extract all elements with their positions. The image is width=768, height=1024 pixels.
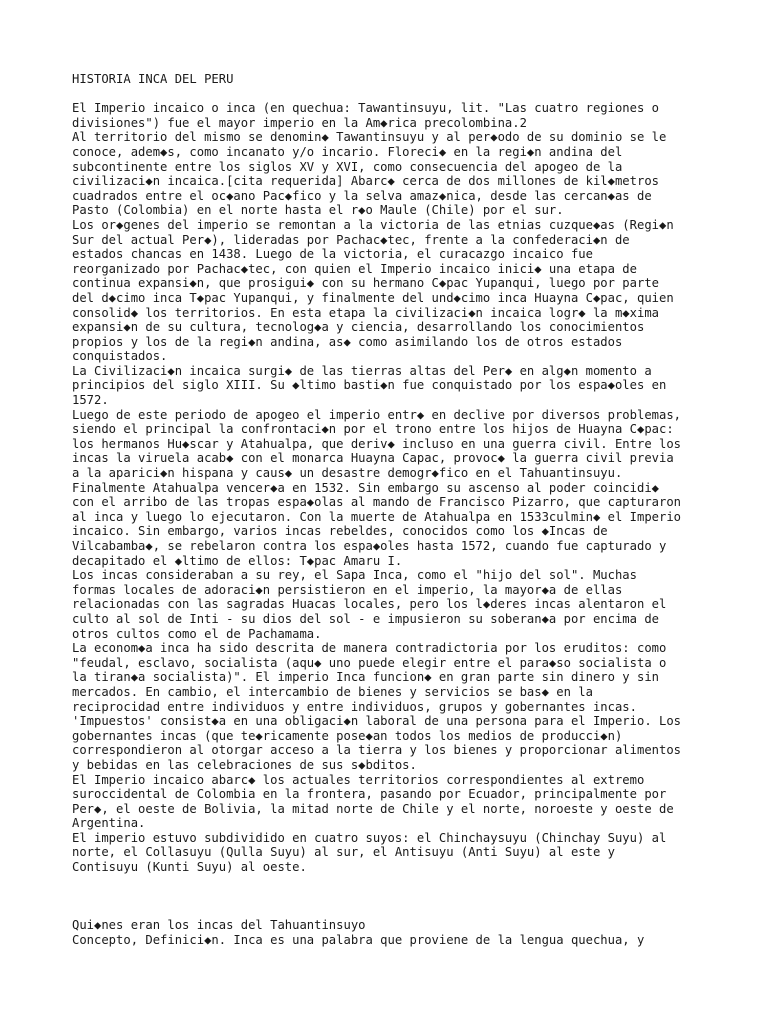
text-line: El Imperio incaico abarc◆ los actuales territorios correspondientes al extremo <box>72 772 645 787</box>
text-line: la tiran◆a socialista)". El imperio Inca funcion◆ en gran parte sin dinero y sin <box>72 670 659 685</box>
text-line: correspondieron al otorgar acceso a la tierra y los bienes y proporcionar alimentos <box>72 743 682 758</box>
text-line: del d◆cimo inca T◆pac Yupanqui, y finalmente del und◆cimo inca Huayna C◆pac, quien <box>72 290 674 305</box>
text-line: Per◆, el oeste de Bolivia, la mitad norte de Chile y el norte, noroeste y oeste de <box>72 801 674 816</box>
text-line: a la aparici◆n hispana y caus◆ un desastre demogr◆fico en el Tahuantinsuyu. <box>72 466 623 481</box>
document-title: HISTORIA INCA DEL PERU <box>72 72 234 86</box>
text-line: cuadrados entre el oc◆ano Pac◆fico y la selva amaz◆nica, desde las cercan◆as de <box>72 188 652 203</box>
text-line: Sur del actual Per◆), lideradas por Pachac◆tec, frente a la confederaci◆n de <box>72 232 630 247</box>
text-line: subcontinente entre los siglos XV y XVI, como consecuencia del apogeo de la <box>72 159 623 174</box>
text-line: La econom◆a inca ha sido descrita de manera contradictoria por los eruditos: como <box>72 641 667 656</box>
text-line: expansi◆n de su cultura, tecnolog◆a y ciencia, desarrollando los conocimientos <box>72 320 645 335</box>
text-line: formas locales de adoraci◆n persistieron en el imperio, la mayor◆a de ellas <box>72 582 623 597</box>
text-line: Concepto, Definici◆n. Inca es una palabra que proviene de la lengua quechua, y <box>72 933 645 948</box>
text-line: otros cultos como el de Pachamama. <box>72 626 322 641</box>
text-line: Al territorio del mismo se denomin◆ Tawantinsuyu y al per◆odo de su dominio se le <box>72 130 667 145</box>
text-line: conquistados. <box>72 349 168 364</box>
text-line: Pasto (Colombia) en el norte hasta el r◆o Maule (Chile) por el sur. <box>72 203 564 218</box>
text-line: culto al sol de Inti - su dios del sol - e impusieron su soberan◆a por encima de <box>72 611 659 626</box>
text-line: Los or◆genes del imperio se remontan a la victoria de las etnias cuzque◆as (Regi◆n <box>72 217 674 232</box>
text-line <box>72 889 712 904</box>
text-line: norte, el Collasuyu (Qulla Suyu) al sur, el Antisuyu (Anti Suyu) al este y <box>72 845 615 860</box>
text-line: principios del siglo XIII. Su ◆ltimo basti◆n fue conquistado por los espa◆oles en <box>72 378 667 393</box>
text-line: Qui◆nes eran los incas del Tahuantinsuyo <box>72 918 366 933</box>
text-line <box>72 87 712 102</box>
text-line: Contisuyu (Kunti Suyu) al oeste. <box>72 860 307 875</box>
text-line: y bebidas en las celebraciones de sus s◆bditos. <box>72 757 417 772</box>
text-line: estados chancas en 1438. Luego de la victoria, el curacazgo incaico fue <box>72 247 593 262</box>
text-line: El imperio estuvo subdividido en cuatro suyos: el Chinchaysuyu (Chinchay Suyu) al <box>72 830 667 845</box>
text-line: conoce, adem◆s, como incanato y/o incario. Floreci◆ en la regi◆n andina del <box>72 144 623 159</box>
text-line: civilizaci◆n incaica.[cita requerida] Abarc◆ cerca de dos millones de kil◆metros <box>72 174 659 189</box>
text-line: El Imperio incaico o inca (en quechua: Tawantinsuyu, lit. "Las cuatro regiones o <box>72 101 659 116</box>
text-line: divisiones") fue el mayor imperio en la Am◆rica precolombina.2 <box>72 115 527 130</box>
text-line: reorganizado por Pachac◆tec, con quien el Imperio incaico inici◆ una etapa de <box>72 261 637 276</box>
text-line <box>72 904 712 919</box>
text-line: Los incas consideraban a su rey, el Sapa Inca, como el "hijo del sol". Muchas <box>72 568 637 583</box>
text-line: decapitado el ◆ltimo de ellos: T◆pac Amaru I. <box>72 553 403 568</box>
text-line: reciprocidad entre individuos y entre individuos, grupos y gobernantes incas. <box>72 699 637 714</box>
text-line: Vilcabamba◆, se rebelaron contra los espa◆oles hasta 1572, cuando fue capturado y <box>72 539 667 553</box>
text-line: incas la viruela acab◆ con el monarca Huayna Capac, provoc◆ la guerra civil previa <box>72 451 674 466</box>
text-line: gobernantes incas (que te◆ricamente pose◆an todos los medios de producci◆n) <box>72 728 623 743</box>
text-line: con el arribo de las tropas espa◆olas al mando de Francisco Pizarro, que capturaron <box>72 495 682 510</box>
text-line: relacionadas con las sagradas Huacas locales, pero los l◆deres incas alentaron el <box>72 597 667 612</box>
text-line: "feudal, esclavo, socialista (aqu◆ uno puede elegir entre el para◆so socialista o <box>72 655 667 670</box>
text-line: mercados. En cambio, el intercambio de bienes y servicios se bas◆ en la <box>72 684 593 699</box>
text-line: siendo el principal la confrontaci◆n por el trono entre los hijos de Huayna C◆pac: <box>72 422 674 437</box>
text-line: suroccidental de Colombia en la frontera, pasando por Ecuador, principalmente por <box>72 787 667 802</box>
text-line: 'Impuestos' consist◆a en una obligaci◆n laboral de una persona para el Imperio. Los <box>72 714 682 729</box>
text-line: La Civilizaci◆n incaica surgi◆ de las tierras altas del Per◆ en alg◆n momento a <box>72 363 652 378</box>
text-line: Finalmente Atahualpa vencer◆a en 1532. Sin embargo su ascenso al poder coincidi◆ <box>72 480 659 495</box>
text-line: consolid◆ los territorios. En esta etapa la civilizaci◆n incaica logr◆ la m◆xima <box>72 305 659 320</box>
text-line: Argentina. <box>72 816 146 831</box>
text-line: al inca y luego lo ejecutaron. Con la muerte de Atahualpa en 1533culmin◆ el Imperio <box>72 509 682 524</box>
text-line: incaico. Sin embargo, varios incas rebeldes, conocidos como los ◆Incas de <box>72 524 608 539</box>
text-line <box>72 875 712 890</box>
text-line: propios y los de la regi◆n andina, as◆ como asimilando los de otros estados <box>72 334 623 349</box>
text-line: 1572. <box>72 393 109 408</box>
text-line: los hermanos Hu◆scar y Atahualpa, que deriv◆ incluso en una guerra civil. Entre los <box>72 436 682 451</box>
text-line: Luego de este periodo de apogeo el imperio entr◆ en declive por diversos problemas, <box>72 407 682 422</box>
text-line: continua expansi◆n, que prosigui◆ con su hermano C◆pac Yupanqui, luego por parte <box>72 276 659 291</box>
document-page <box>72 72 712 948</box>
